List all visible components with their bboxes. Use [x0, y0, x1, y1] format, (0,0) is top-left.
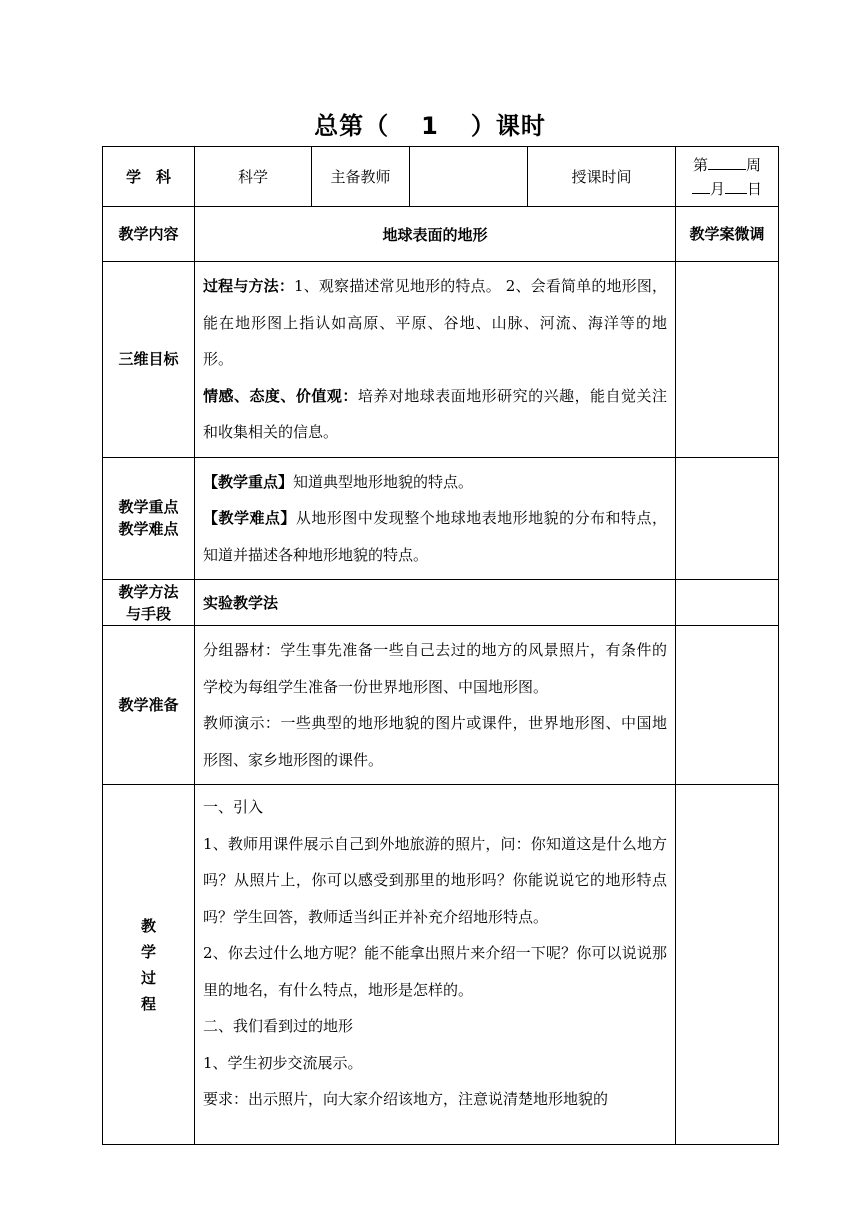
- goals-label: 三维目标: [103, 262, 195, 458]
- week-blank[interactable]: [708, 153, 746, 170]
- process-label-char: 过: [140, 968, 156, 987]
- process-paragraph: 1、教师用课件展示自己到外地旅游的照片，问：你知道这是什么地方吗？从照片上，你可以感受到那里的地形吗？你能说说它的地形特点吗？学生回答，教师适当纠正并补充介绍地形特点。: [203, 834, 667, 926]
- difficulty-text: 从地形图中发现整个地球地表地形地貌的分布和特点，知道并描述各种地形地貌的特点。: [203, 509, 667, 564]
- process-label-char: 程: [140, 994, 156, 1013]
- subject-label: 学 科: [103, 147, 195, 207]
- prep-row: [103, 626, 779, 785]
- prep-teacher-text: 教师演示：一些典型的地形地貌的图片或课件，世界地形图、中国地形图、家乡地形图的课件。: [203, 714, 667, 769]
- prep-label: 教学准备: [103, 626, 195, 785]
- content-value: 地球表面的地形: [195, 207, 676, 262]
- key-content: [195, 457, 676, 580]
- content-row: [103, 207, 779, 262]
- page-title: [0, 106, 860, 141]
- method-label: [103, 580, 195, 626]
- month-suffix: 月: [709, 179, 725, 198]
- process-paragraph: 要求：出示照片，向大家介绍该地方，注意说清楚地形地貌的: [203, 1090, 609, 1108]
- prep-content: [195, 626, 676, 785]
- title-suffix: ）课时: [470, 112, 546, 140]
- method-adjust[interactable]: [676, 580, 779, 626]
- method-label-line1: 教学方法: [118, 582, 179, 601]
- title-prefix: 总第（: [314, 112, 390, 140]
- method-row: [103, 580, 779, 626]
- goals-adjust[interactable]: [676, 262, 779, 458]
- header-row: [103, 147, 779, 207]
- process-text: 1、观察描述常见地形的特点。 2、会看简单的地形图，能在地形图上指认如高原、平原、谷地、山脉、河流、海洋等的地形。: [203, 277, 667, 368]
- teacher-label: 主备教师: [312, 147, 410, 207]
- prep-group-text: 分组器材：学生事先准备一些自己去过的地方的风景照片，有条件的学校为每组学生准备一份世界地形图、中国地形图。: [203, 641, 667, 696]
- emotion-title: 情感、态度、价值观：: [203, 386, 358, 405]
- key-label: [103, 457, 195, 580]
- day-blank[interactable]: [725, 177, 747, 194]
- adjust-label: 教学案微调: [676, 207, 779, 262]
- week-prefix: 第: [692, 155, 708, 174]
- process-paragraph: 一、引入: [203, 798, 264, 816]
- teacher-value[interactable]: [410, 147, 528, 207]
- process-paragraph: 二、我们看到过的地形: [203, 1017, 354, 1035]
- process-row: [103, 785, 779, 1145]
- lesson-plan-table: [102, 146, 779, 1145]
- process-content: [195, 785, 676, 1145]
- lesson-number: 1: [421, 112, 439, 140]
- week-suffix: 周: [746, 155, 762, 174]
- method-label-line2: 与手段: [125, 604, 171, 623]
- key-label-line1: 教学重点: [118, 498, 179, 517]
- key-label-line2: 教学难点: [118, 520, 179, 539]
- goals-content: [195, 262, 676, 458]
- goals-row: [103, 262, 779, 458]
- key-adjust[interactable]: [676, 457, 779, 580]
- process-label: [103, 785, 195, 1145]
- prep-adjust[interactable]: [676, 626, 779, 785]
- date-cell[interactable]: [676, 147, 779, 207]
- emotion-text: 培养对地球表面地形研究的兴趣，能自觉关注和收集相关的信息。: [203, 386, 667, 441]
- day-suffix: 日: [747, 179, 763, 198]
- key-row: [103, 457, 779, 580]
- difficulty-title: 【教学难点】: [203, 509, 296, 527]
- method-value: 实验教学法: [195, 580, 676, 626]
- process-title: 过程与方法：: [203, 277, 294, 295]
- process-adjust[interactable]: [676, 785, 779, 1145]
- process-label-char: 教: [140, 916, 156, 935]
- time-label: 授课时间: [528, 147, 676, 207]
- process-label-char: 学: [140, 942, 156, 961]
- key-title: 【教学重点】: [203, 472, 294, 491]
- content-label: 教学内容: [103, 207, 195, 262]
- key-text: 知道典型地形地貌的特点。: [293, 472, 474, 491]
- process-paragraph: 2、你去过什么地方呢？能不能拿出照片来介绍一下呢？你可以说说那里的地名，有什么特点，地形是怎样的。: [203, 944, 667, 999]
- process-paragraph: 1、学生初步交流展示。: [203, 1053, 363, 1072]
- subject-value: 科学: [195, 147, 312, 207]
- month-blank[interactable]: [692, 177, 710, 194]
